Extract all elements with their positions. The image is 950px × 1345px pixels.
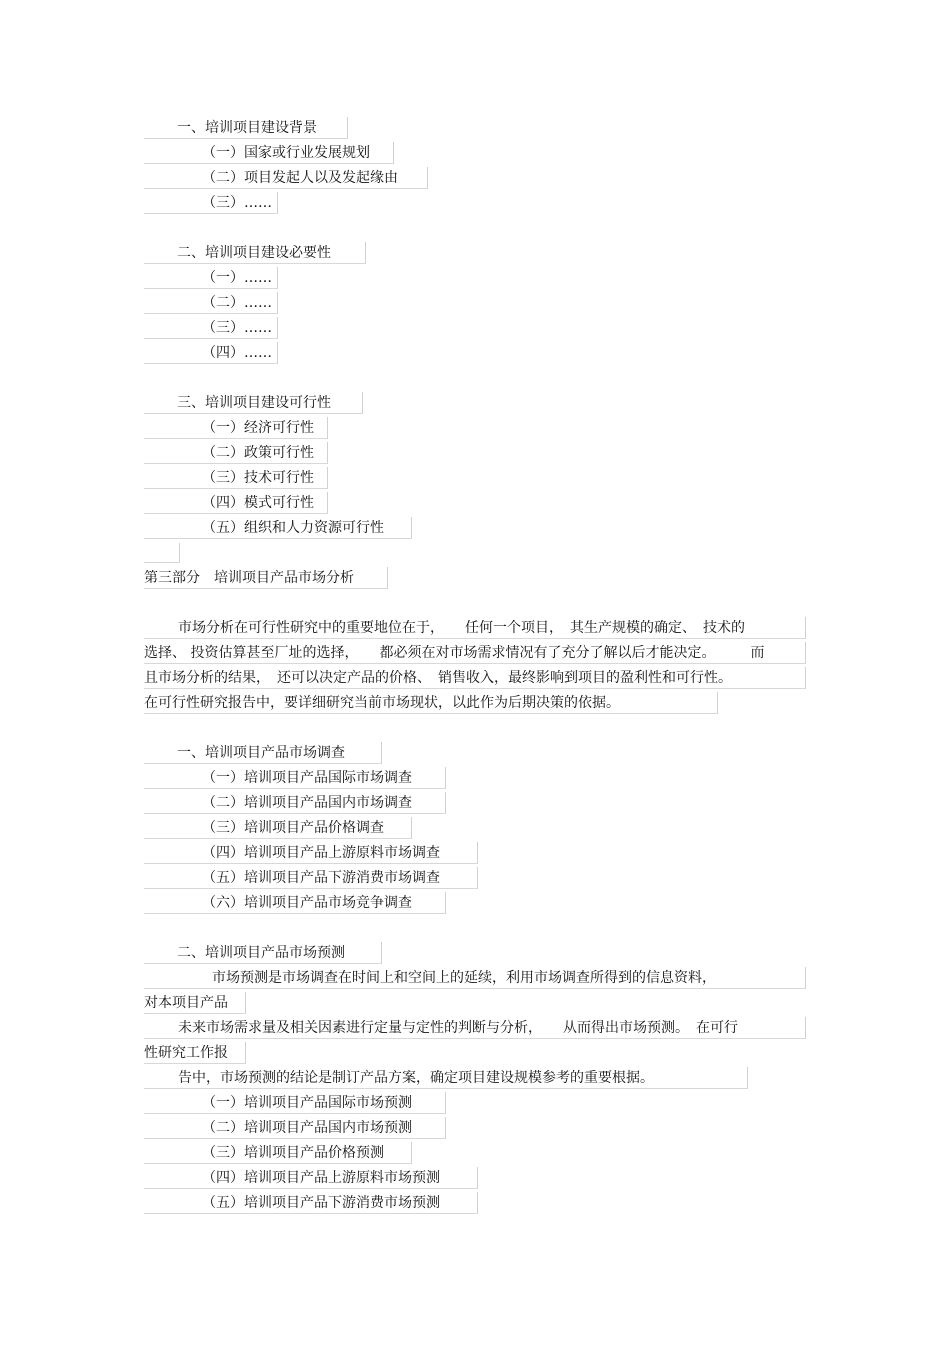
paragraph-line: 对本项目产品 bbox=[144, 992, 246, 1014]
list-item: （四）模式可行性 bbox=[144, 492, 328, 514]
list-item: （四）培训项目产品上游原料市场预测 bbox=[144, 1167, 478, 1189]
list-item: （五）培训项目产品下游消费市场调查 bbox=[144, 867, 478, 889]
list-item: （三）…… bbox=[144, 192, 278, 214]
list-item: （三）技术可行性 bbox=[144, 467, 328, 489]
paragraph-line: 告中，市场预测的结论是制订产品方案，确定项目建设规模参考的重要根据。 bbox=[144, 1067, 748, 1089]
list-item: （一）国家或行业发展规划 bbox=[144, 142, 394, 164]
list-item: （一）经济可行性 bbox=[144, 417, 328, 439]
list-item: （三）…… bbox=[144, 317, 278, 339]
section-title: 三、培训项目建设可行性 bbox=[144, 392, 363, 414]
list-item: （二）培训项目产品国内市场预测 bbox=[144, 1117, 446, 1139]
list-item: （一）培训项目产品国际市场调查 bbox=[144, 767, 446, 789]
list-item: （一）…… bbox=[144, 267, 278, 289]
list-item: （二）培训项目产品国内市场调查 bbox=[144, 792, 446, 814]
section-title: 一、培训项目建设背景 bbox=[144, 117, 348, 139]
paragraph-line: 选择、 投资估算甚至厂址的选择， 都必须在对市场需求情况有了充分了解以后才能决定。 而 bbox=[144, 642, 806, 664]
list-item: （二）项目发起人以及发起缘由 bbox=[144, 167, 428, 189]
list-item: （五）组织和人力资源可行性 bbox=[144, 517, 412, 539]
section-title: 一、培训项目产品市场调查 bbox=[144, 742, 382, 764]
paragraph-line: 未来市场需求量及相关因素进行定量与定性的判断与分析， 从而得出市场预测。 在可行 bbox=[144, 1017, 806, 1039]
list-item: （三）培训项目产品价格预测 bbox=[144, 1142, 412, 1164]
list-item: （二）政策可行性 bbox=[144, 442, 328, 464]
list-item: （一）培训项目产品国际市场预测 bbox=[144, 1092, 446, 1114]
section-title: 二、培训项目建设必要性 bbox=[144, 242, 366, 264]
list-item: （三）培训项目产品价格调查 bbox=[144, 817, 412, 839]
paragraph-line: 市场分析在可行性研究中的重要地位在于， 任何一个项目， 其生产规模的确定、 技术的 bbox=[144, 617, 806, 639]
paragraph-line: 在可行性研究报告中，要详细研究当前市场现状，以此作为后期决策的依据。 bbox=[144, 692, 718, 714]
blank-cell bbox=[144, 543, 180, 563]
paragraph-line: 性研究工作报 bbox=[144, 1042, 246, 1064]
part-heading: 第三部分 培训项目产品市场分析 bbox=[144, 567, 388, 589]
list-item: （四）…… bbox=[144, 342, 278, 364]
list-item: （六）培训项目产品市场竞争调查 bbox=[144, 892, 446, 914]
list-item: （五）培训项目产品下游消费市场预测 bbox=[144, 1192, 478, 1214]
paragraph-line: 市场预测是市场调查在时间上和空间上的延续，利用市场调查所得到的信息资料， bbox=[144, 967, 806, 989]
section-title: 二、培训项目产品市场预测 bbox=[144, 942, 382, 964]
paragraph-line: 且市场分析的结果， 还可以决定产品的价格、 销售收入，最终影响到项目的盈利性和可行性。 bbox=[144, 667, 806, 689]
list-item: （二）…… bbox=[144, 292, 278, 314]
list-item: （四）培训项目产品上游原料市场调查 bbox=[144, 842, 478, 864]
